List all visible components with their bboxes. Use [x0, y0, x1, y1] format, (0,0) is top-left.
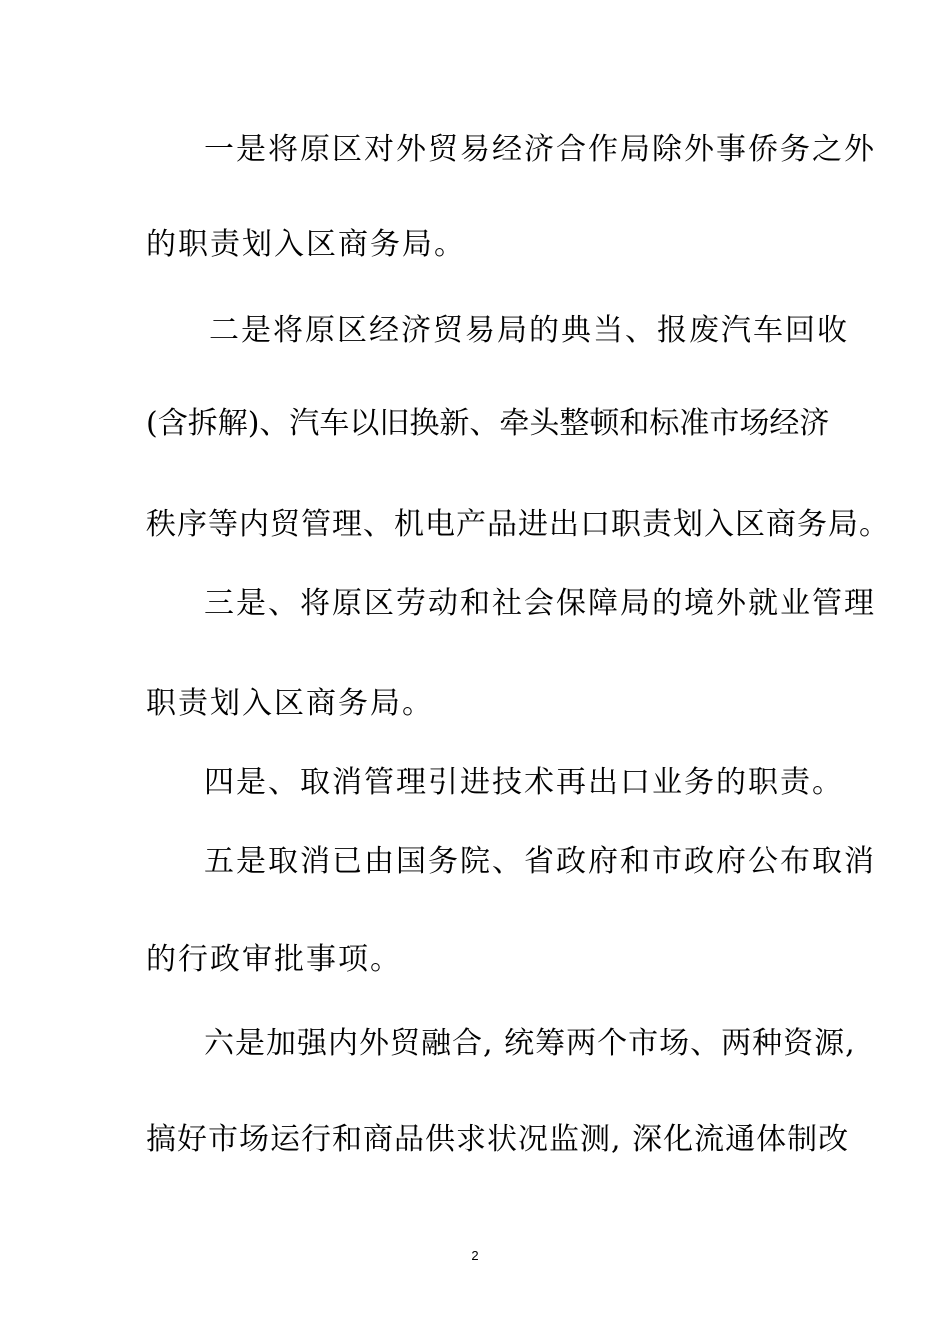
text-line: 六是加强内外贸融合, 统筹两个市场、两种资源,	[204, 1026, 856, 1061]
text-line: 的行政审批事项。	[146, 942, 402, 977]
text-line: (含拆解)、汽车以旧换新、牵头整顿和标准市场经济	[146, 406, 830, 441]
text-line: 三是、将原区劳动和社会保障局的境外就业管理	[204, 586, 876, 621]
page-number: 2	[471, 1248, 479, 1263]
text-line: 职责划入区商务局。	[146, 686, 434, 721]
text-line: 的职责划入区商务局。	[146, 227, 466, 262]
text-line: 四是、取消管理引进技术再出口业务的职责。	[204, 765, 844, 800]
text-line: 二是将原区经济贸易局的典当、报废汽车回收	[209, 313, 849, 348]
text-line: 一是将原区对外贸易经济合作局除外事侨务之外	[204, 132, 876, 167]
text-line: 秩序等内贸管理、机电产品进出口职责划入区商务局。	[146, 507, 890, 542]
text-line: 五是取消已由国务院、省政府和市政府公布取消	[204, 844, 876, 879]
text-line: 搞好市场运行和商品供求状况监测, 深化流通体制改	[146, 1122, 850, 1157]
